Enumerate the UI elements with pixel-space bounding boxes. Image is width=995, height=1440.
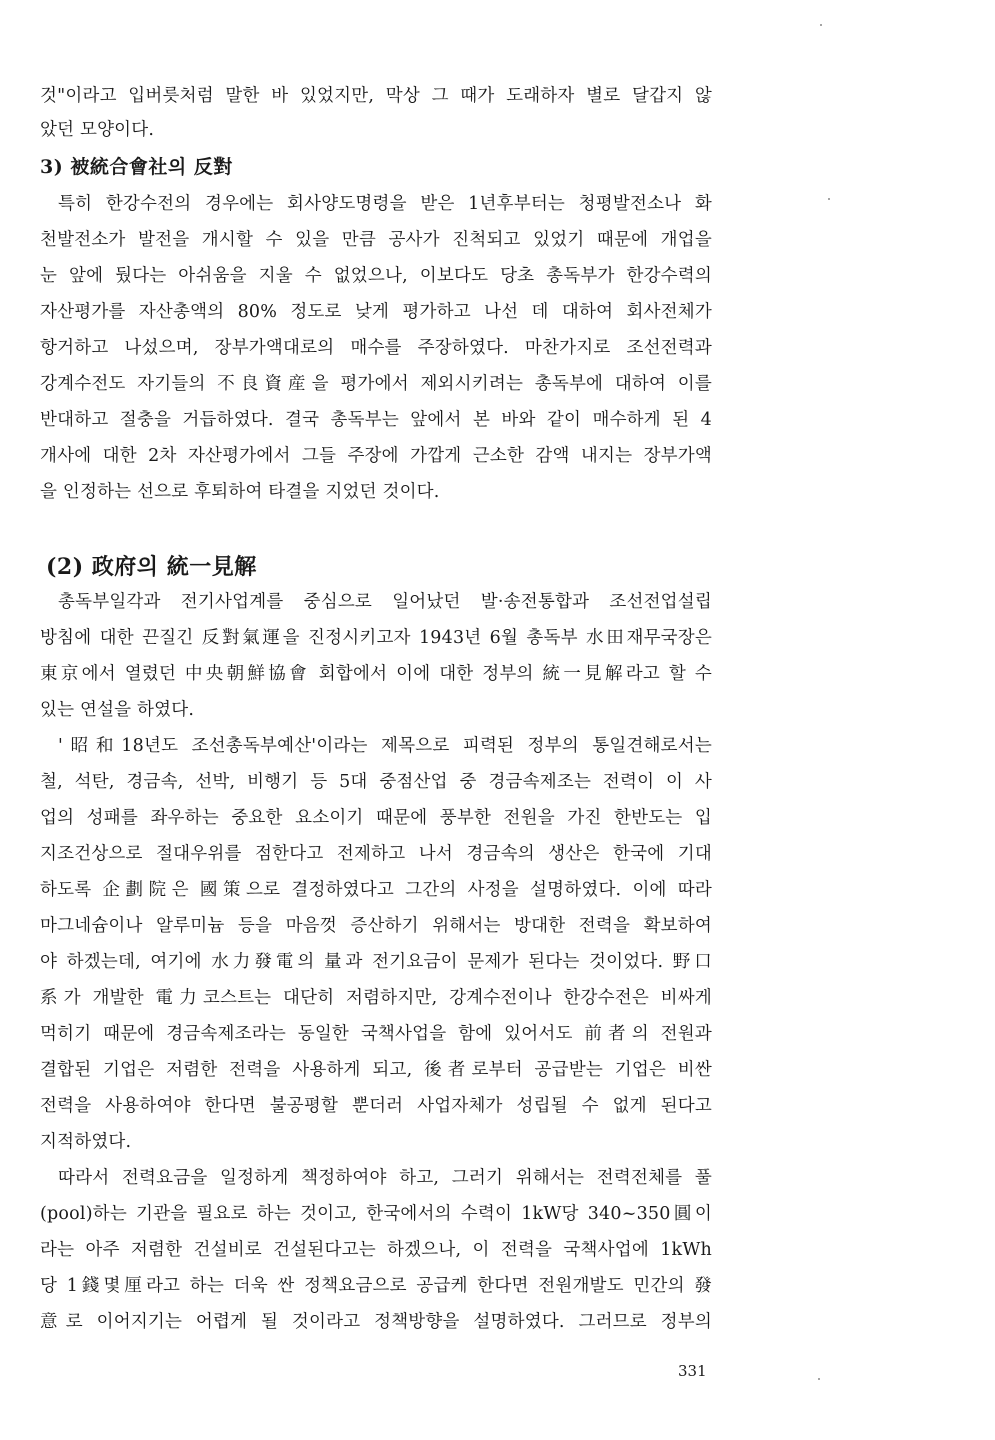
text-line: 결합된 기업은 저렴한 전력을 사용하게 되고, 後者로부터 공급받는 기업은 비싼 bbox=[40, 1060, 712, 1080]
scan-speck bbox=[828, 198, 830, 200]
text-line: 라는 아주 저렴한 건설비로 건설된다고는 하겠으나, 이 전력을 국책사업에 1kWh bbox=[40, 1240, 712, 1260]
text-line: 하도록 企劃院은 國策으로 결정하였다고 그간의 사정을 설명하였다. 이에 따라 bbox=[40, 880, 712, 900]
text-line: 개사에 대한 2차 자산평가에서 그들 주장에 가깝게 근소한 감액 내지는 장부가액 bbox=[40, 446, 712, 466]
text-line: 전력을 사용하여야 한다면 불공평할 뿐더러 사업자체가 성립될 수 없게 된다고 bbox=[40, 1096, 712, 1116]
text-line: 따라서 전력요금을 일정하게 책정하여야 하고, 그러기 위해서는 전력전체를 풀 bbox=[58, 1168, 712, 1188]
text-line: 았던 모양이다. bbox=[40, 120, 155, 140]
text-line: 항거하고 나섰으며, 장부가액대로의 매수를 주장하였다. 마찬가지로 조선전력과 bbox=[40, 338, 712, 358]
section-heading: (2) 政府의 統一見解 bbox=[46, 554, 257, 580]
text-line: 지조건상으로 절대우위를 점한다고 전제하고 나서 경금속의 생산은 한국에 기대 bbox=[40, 844, 712, 864]
text-line: 천발전소가 발전을 개시할 수 있을 만큼 공사가 진척되고 있었기 때문에 개업을 bbox=[40, 230, 712, 250]
text-line: 먹히기 때문에 경금속제조라는 동일한 국책사업을 함에 있어서도 前者의 전원과 bbox=[40, 1024, 712, 1044]
text-line: 자산평가를 자산총액의 80% 정도로 낮게 평가하고 나선 데 대하여 회사전체가 bbox=[40, 302, 712, 322]
text-line: 총독부일각과 전기사업계를 중심으로 일어났던 발·송전통합과 조선전업설립 bbox=[58, 592, 712, 612]
text-line: 지적하였다. bbox=[40, 1132, 132, 1152]
text-line: (pool)하는 기관을 필요로 하는 것이고, 한국에서의 수력이 1kW당 340~350圓이 bbox=[40, 1204, 712, 1224]
text-line: 마그네슘이나 알루미늄 등을 마음껏 증산하기 위해서는 방대한 전력을 확보하여 bbox=[40, 916, 712, 936]
text-line: 것"이라고 입버릇처럼 말한 바 있었지만, 막상 그 때가 도래하자 별로 달갑지 않 bbox=[40, 86, 712, 106]
text-line: 있는 연설을 하였다. bbox=[40, 700, 195, 720]
text-line: 특히 한강수전의 경우에는 회사양도명령을 받은 1년후부터는 청평발전소나 화 bbox=[58, 194, 712, 214]
text-line: 눈 앞에 뒀다는 아쉬움을 지울 수 없었으나, 이보다도 당초 총독부가 한강수력의 bbox=[40, 266, 712, 286]
scan-speck bbox=[818, 1378, 820, 1380]
text-line: 반대하고 절충을 거듭하였다. 결국 총독부는 앞에서 본 바와 같이 매수하게 된 4 bbox=[40, 410, 712, 430]
text-line: 東京에서 열렸던 中央朝鮮協會 회합에서 이에 대한 정부의 統一見解라고 할 수 bbox=[40, 664, 712, 684]
text-line: '昭和18년도 조선총독부예산'이라는 제목으로 피력된 정부의 통일견해로서는 bbox=[58, 736, 712, 756]
text-line: 강계수전도 자기들의 不良資産을 평가에서 제외시키려는 총독부에 대하여 이를 bbox=[40, 374, 712, 394]
text-line: 系가 개발한 電力코스트는 대단히 저렴하지만, 강계수전이나 한강수전은 비싸게 bbox=[40, 988, 712, 1008]
text-line: 방침에 대한 끈질긴 反對氣運을 진정시키고자 1943년 6월 총독부 水田재무국장은 bbox=[40, 628, 712, 648]
text-line: 철, 석탄, 경금속, 선박, 비행기 등 5대 중점산업 중 경금속제조는 전력이 이 사 bbox=[40, 772, 712, 792]
text-line: 을 인정하는 선으로 후퇴하여 타결을 지었던 것이다. bbox=[40, 482, 440, 502]
section-heading: 3) 被統合會社의 反對 bbox=[40, 156, 233, 178]
scan-speck bbox=[820, 24, 822, 26]
page-number: 331 bbox=[678, 1362, 707, 1380]
text-line: 야 하겠는데, 여기에 水力發電의 量과 전기요금이 문제가 된다는 것이었다. 野口 bbox=[40, 952, 712, 972]
text-line: 업의 성패를 좌우하는 중요한 요소이기 때문에 풍부한 전원을 가진 한반도는 입 bbox=[40, 808, 712, 828]
text-line: 당 1錢몇厘라고 하는 더욱 싼 정책요금으로 공급케 한다면 전원개발도 민간의 發 bbox=[40, 1276, 712, 1296]
text-line: 意로 이어지기는 어렵게 될 것이라고 정책방향을 설명하였다. 그러므로 정부의 bbox=[40, 1312, 712, 1332]
